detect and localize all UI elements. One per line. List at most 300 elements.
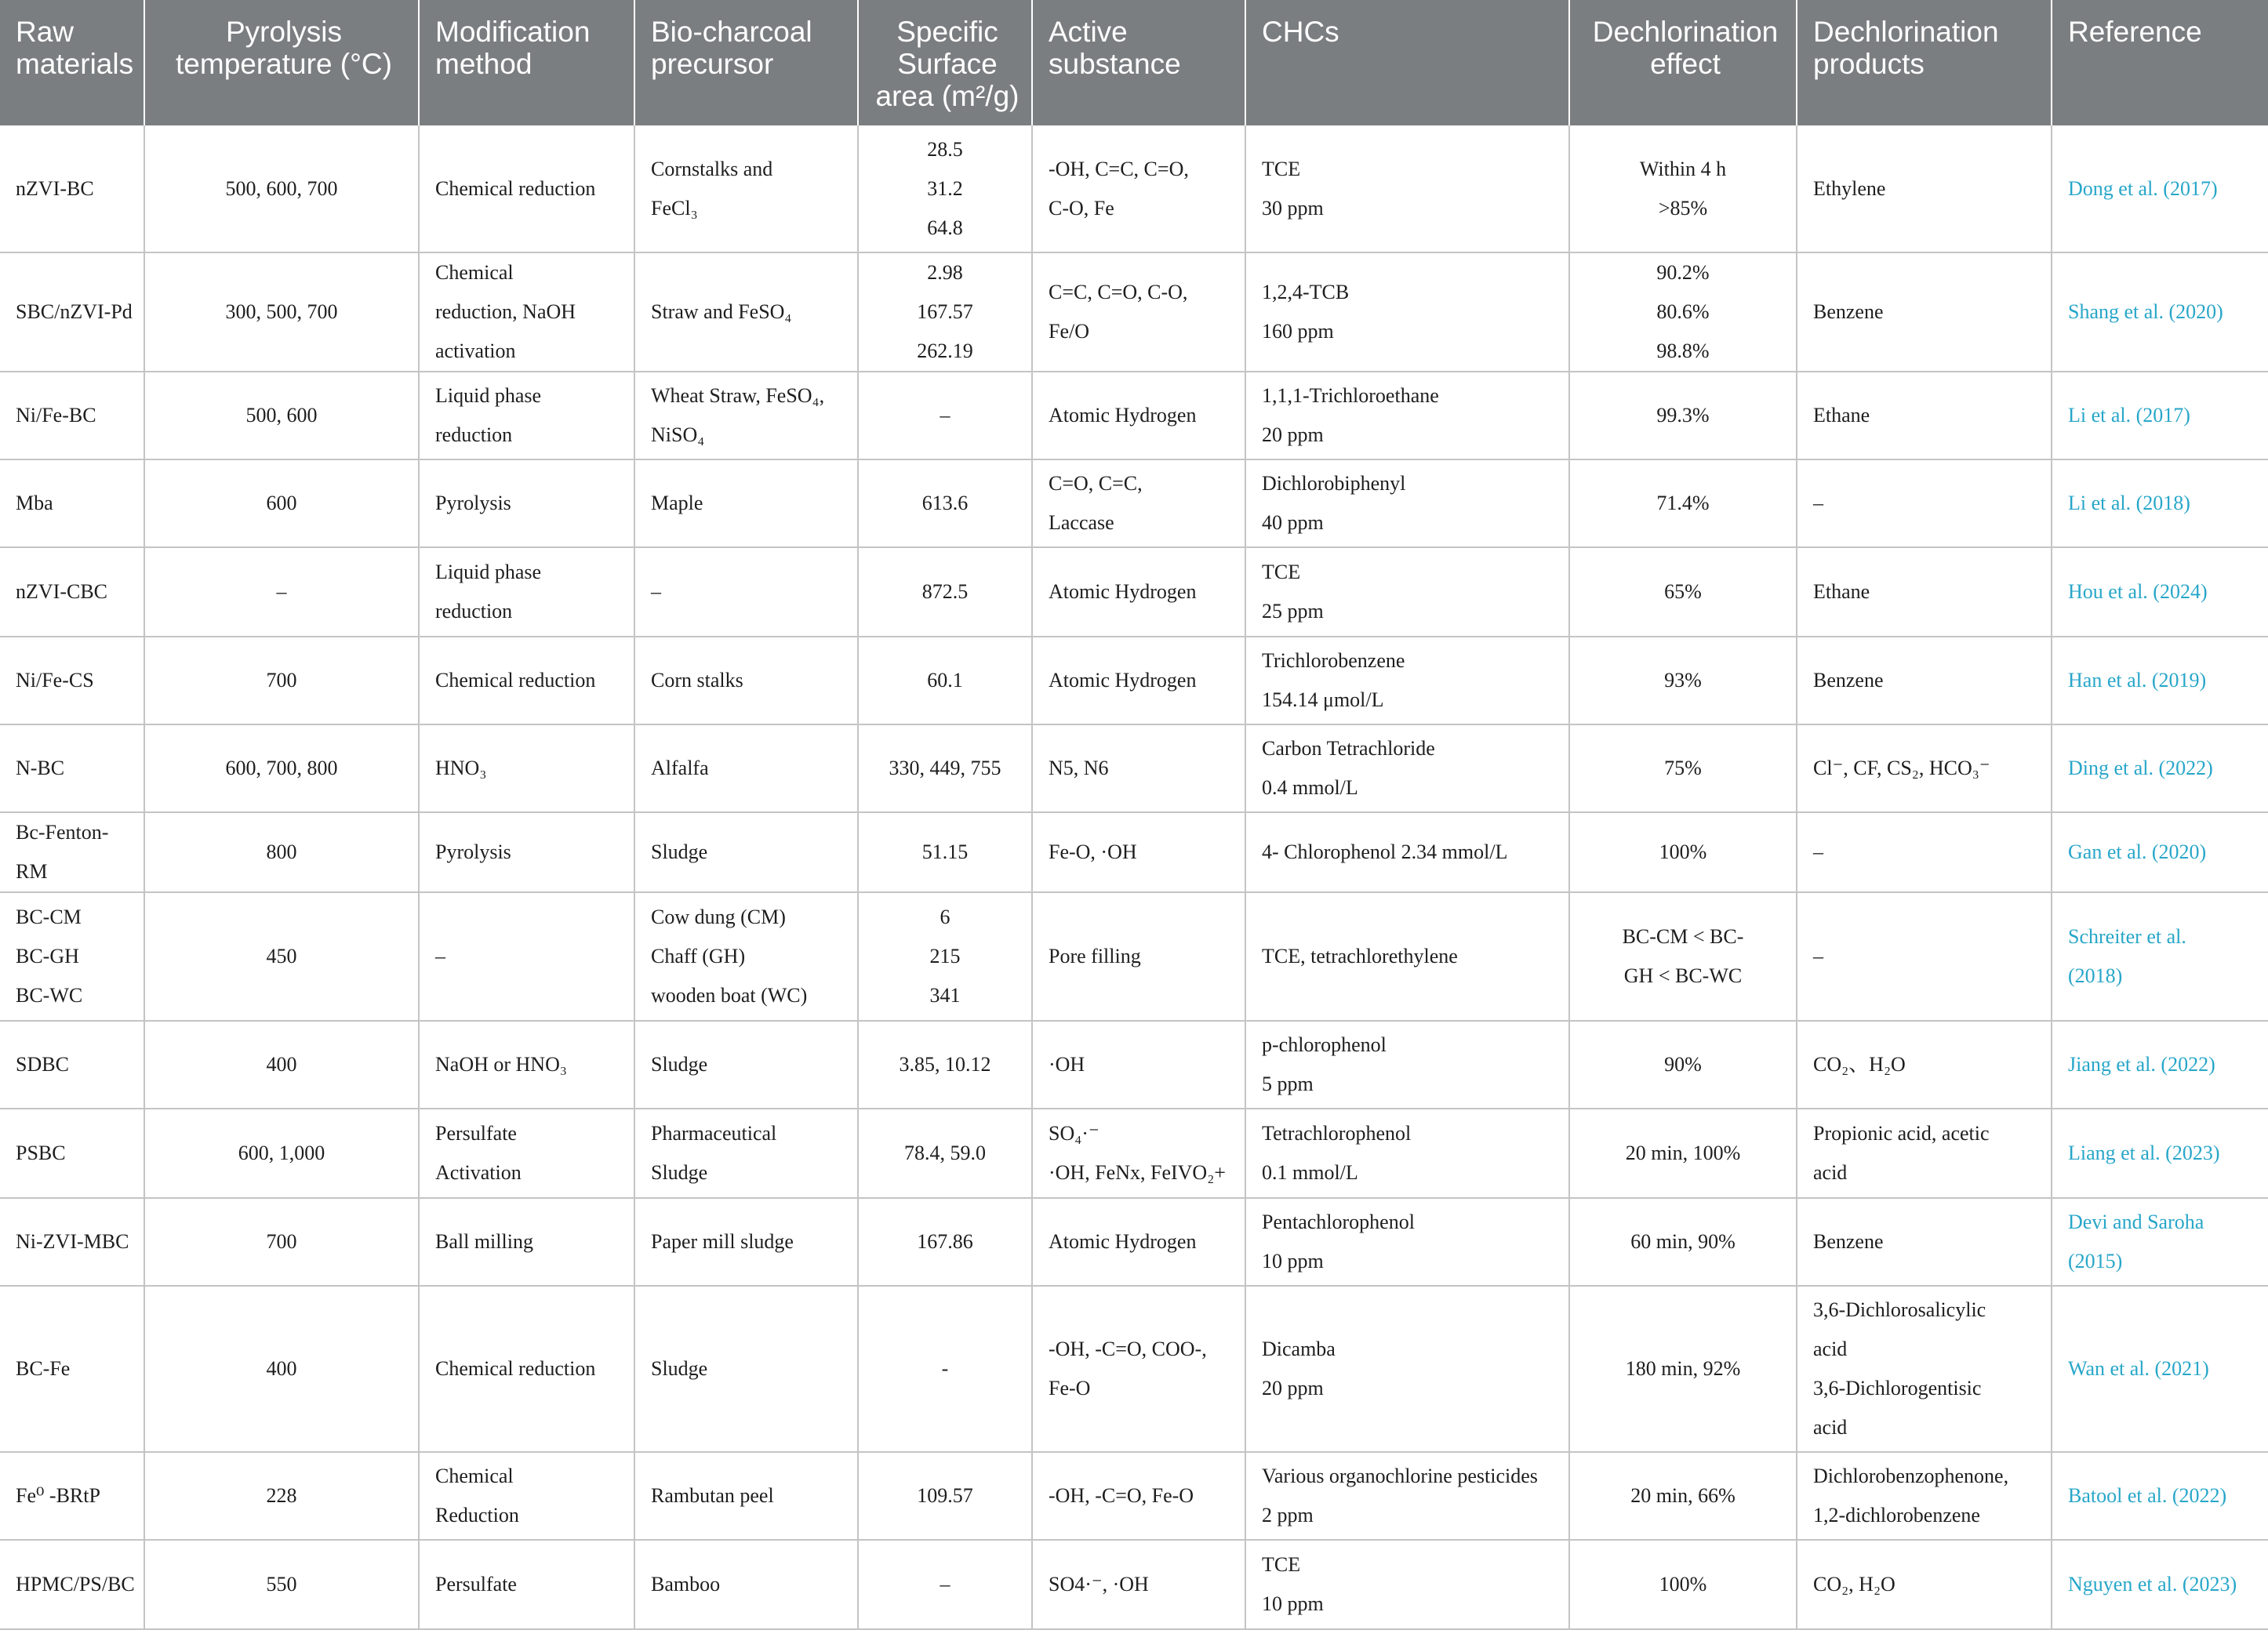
cell-surface-area: [858, 812, 1032, 892]
cell-surface-area: [858, 547, 1032, 637]
cell-line: 550: [266, 1573, 297, 1596]
cell-line: Atomic Hydrogen: [1049, 669, 1197, 692]
cell-line: 180 min, 92%: [1625, 1357, 1741, 1380]
cell-chcs: [1245, 459, 1569, 547]
cell-line: Ni/Fe-CS: [16, 669, 94, 692]
cell-raw-material: [0, 724, 144, 812]
cell-line: Pharmaceutical: [651, 1122, 777, 1145]
reference-link[interactable]: Devi and Saroha: [2068, 1211, 2204, 1233]
cell-line: Sludge: [651, 1053, 708, 1076]
cell-pyrolysis-temperature: [144, 125, 419, 252]
cell-pyrolysis-temperature: [144, 252, 419, 372]
cell-chcs: [1245, 1452, 1569, 1540]
cell-line: 167.86: [917, 1230, 973, 1253]
cell-precursor: [634, 1540, 858, 1629]
cell-chcs: [1245, 724, 1569, 812]
cell-line: 6: [940, 906, 950, 928]
cell-active-substance: [1032, 125, 1245, 252]
reference-link[interactable]: Han et al. (2019): [2068, 669, 2207, 692]
cell-line: 10 ppm: [1262, 1592, 1324, 1615]
cell-dechlorination-effect: [1569, 252, 1797, 372]
cell-pyrolysis-temperature: [144, 1109, 419, 1198]
cell-reference[interactable]: [2052, 1198, 2268, 1286]
cell-pyrolysis-temperature: [144, 459, 419, 547]
cell-line: Cornstalks and: [651, 157, 773, 180]
reference-link[interactable]: Schreiter et al.: [2068, 925, 2186, 948]
cell-precursor: [634, 1452, 858, 1540]
cell-chcs: [1245, 1021, 1569, 1109]
cell-line: Chemical: [435, 1465, 514, 1487]
cell-precursor: [634, 547, 858, 637]
cell-line: 80.6%: [1656, 300, 1710, 323]
table-row: [0, 547, 2268, 637]
cell-modification-method: [419, 1109, 634, 1198]
cell-raw-material: [0, 1452, 144, 1540]
cell-line: C=C, C=O, C-O,: [1049, 281, 1188, 303]
cell-chcs: [1245, 372, 1569, 459]
cell-line: Atomic Hydrogen: [1049, 1230, 1197, 1253]
table-row: [0, 1109, 2268, 1198]
cell-dechlorination-products: [1797, 1452, 2052, 1540]
cell-surface-area: [858, 125, 1032, 252]
table-row: [0, 1286, 2268, 1452]
cell-raw-material: [0, 1021, 144, 1109]
cell-chcs: [1245, 547, 1569, 637]
header-dechlorination-effect: Dechlorination effect: [1569, 0, 1797, 125]
cell-active-substance: [1032, 1540, 1245, 1629]
cell-line: 3,6-Dichlorogentisic: [1813, 1377, 1982, 1399]
reference-link[interactable]: Batool et al. (2022): [2068, 1484, 2227, 1507]
reference-link[interactable]: Dong et al. (2017): [2068, 176, 2218, 200]
cell-line: 300, 500, 700: [225, 300, 338, 323]
cell-dechlorination-effect: [1569, 1452, 1797, 1540]
cell-line: Sludge: [651, 1161, 708, 1184]
cell-dechlorination-products: [1797, 1540, 2052, 1629]
cell-line: 100%: [1659, 1573, 1707, 1596]
reference-link[interactable]: Nguyen et al. (2023): [2068, 1573, 2237, 1596]
cell-line: NaOH or HNO₃: [435, 1053, 567, 1076]
reference-link[interactable]: Liang et al. (2023): [2068, 1142, 2220, 1164]
cell-line: TCE: [1262, 1553, 1301, 1576]
reference-link[interactable]: (2015): [2068, 1250, 2123, 1272]
cell-pyrolysis-temperature: [144, 1452, 419, 1540]
cell-line: 5 ppm: [1262, 1073, 1314, 1095]
cell-line: -OH, -C=O, COO-,: [1049, 1338, 1207, 1360]
cell-line: SO4·⁻, ·OH: [1049, 1573, 1149, 1596]
cell-line: 1,2,4-TCB: [1262, 281, 1350, 303]
cell-reference[interactable]: [2052, 1452, 2268, 1540]
cell-line: Tetrachlorophenol: [1262, 1122, 1412, 1145]
cell-line: ·OH: [1049, 1053, 1085, 1076]
cell-line: N-BC: [16, 757, 65, 779]
cell-dechlorination-effect: [1569, 547, 1797, 637]
cell-line: Alfalfa: [651, 757, 709, 779]
cell-modification-method: [419, 252, 634, 372]
cell-line: Within 4 h: [1639, 157, 1727, 180]
cell-line: Pyrolysis: [435, 492, 511, 514]
cell-active-substance: [1032, 252, 1245, 372]
cell-line: Paper mill sludge: [651, 1230, 794, 1253]
cell-precursor: [634, 459, 858, 547]
cell-line: 10 ppm: [1262, 1250, 1324, 1272]
cell-dechlorination-effect: [1569, 724, 1797, 812]
cell-line: Maple: [651, 492, 703, 514]
cell-line: reduction: [435, 600, 513, 623]
cell-active-substance: [1032, 372, 1245, 459]
cell-line: acid: [1813, 1338, 1848, 1360]
cell-modification-method: [419, 637, 634, 724]
cell-modification-method: [419, 459, 634, 547]
cell-line: 613.6: [921, 492, 969, 514]
cell-line: 75%: [1664, 757, 1702, 779]
cell-line: Chemical reduction: [435, 176, 596, 200]
cell-modification-method: [419, 1286, 634, 1452]
cell-line: 30 ppm: [1262, 196, 1324, 220]
cell-precursor: [634, 892, 858, 1021]
cell-dechlorination-effect: [1569, 1021, 1797, 1109]
cell-line: Dicamba: [1262, 1338, 1336, 1360]
cell-line: 400: [266, 1357, 297, 1380]
cell-precursor: [634, 1021, 858, 1109]
cell-active-substance: [1032, 1286, 1245, 1452]
table-row: [0, 1452, 2268, 1540]
cell-chcs: [1245, 812, 1569, 892]
cell-line: –: [1813, 840, 1823, 863]
cell-line: 60.1: [927, 669, 963, 692]
cell-line: –: [1813, 492, 1823, 514]
cell-line: SBC/nZVI-Pd: [16, 300, 133, 323]
cell-line: Chemical reduction: [435, 669, 596, 692]
cell-reference[interactable]: [2052, 892, 2268, 1021]
cell-pyrolysis-temperature: [144, 812, 419, 892]
cell-line: Bc-Fenton-RM: [16, 821, 109, 883]
cell-line: Sludge: [651, 840, 708, 863]
cell-line: 1,1,1-Trichloroethane: [1262, 384, 1439, 407]
cell-dechlorination-effect: [1569, 1198, 1797, 1286]
cell-precursor: [634, 125, 858, 252]
cell-pyrolysis-temperature: [144, 637, 419, 724]
cell-chcs: [1245, 1540, 1569, 1629]
cell-chcs: [1245, 125, 1569, 252]
cell-raw-material: [0, 1109, 144, 1198]
cell-line: 3.85, 10.12: [899, 1053, 991, 1076]
cell-line: GH < BC-WC: [1623, 964, 1743, 987]
cell-line: p-chlorophenol: [1262, 1033, 1387, 1056]
table-row: [0, 1198, 2268, 1286]
cell-reference[interactable]: [2052, 1540, 2268, 1629]
cell-surface-area: [858, 1540, 1032, 1629]
cell-raw-material: [0, 1286, 144, 1452]
cell-precursor: [634, 724, 858, 812]
cell-line: reduction, NaOH: [435, 300, 576, 323]
cell-line: 20 ppm: [1262, 423, 1324, 446]
cell-line: Cl⁻, CF, CS₂, HCO₃⁻: [1813, 757, 1990, 779]
cell-active-substance: [1032, 724, 1245, 812]
cell-line: -OH, C=C, C=O,: [1049, 157, 1189, 180]
cell-line: nZVI-BC: [16, 176, 94, 200]
cell-line: CO₂、H₂O: [1813, 1053, 1906, 1076]
cell-raw-material: [0, 892, 144, 1021]
table-row: [0, 724, 2268, 812]
cell-line: Ni-ZVI-MBC: [16, 1230, 129, 1253]
cell-modification-method: [419, 1452, 634, 1540]
cell-line: Pyrolysis: [435, 840, 511, 863]
cell-line: 28.5: [927, 137, 963, 161]
cell-line: Dichlorobiphenyl: [1262, 472, 1406, 495]
cell-modification-method: [419, 1021, 634, 1109]
cell-line: BC-CM: [16, 906, 82, 928]
table-row: [0, 637, 2268, 724]
cell-line: 450: [266, 945, 297, 967]
cell-dechlorination-products: [1797, 1286, 2052, 1452]
cell-line: 20 ppm: [1262, 1377, 1324, 1399]
cell-line: 71.4%: [1656, 492, 1710, 514]
cell-line: 93%: [1664, 669, 1702, 692]
cell-line: 500, 600, 700: [225, 176, 338, 200]
cell-line: Chemical: [435, 261, 514, 284]
cell-line: activation: [435, 339, 516, 362]
cell-pyrolysis-temperature: [144, 1540, 419, 1629]
cell-line: Ni/Fe-BC: [16, 404, 96, 427]
table-row: [0, 1021, 2268, 1109]
cell-line: BC-GH: [16, 945, 79, 967]
cell-line: PSBC: [16, 1142, 66, 1164]
cell-surface-area: [858, 252, 1032, 372]
cell-raw-material: [0, 459, 144, 547]
cell-reference[interactable]: [2052, 637, 2268, 724]
cell-line: 2.98: [927, 261, 963, 284]
cell-line: 1,2-dichlorobenzene: [1813, 1504, 1980, 1527]
reference-link[interactable]: Wan et al. (2021): [2068, 1357, 2209, 1380]
cell-line: >85%: [1658, 196, 1708, 220]
cell-raw-material: [0, 252, 144, 372]
cell-dechlorination-effect: [1569, 372, 1797, 459]
cell-line: –: [651, 580, 661, 603]
cell-line: BC-WC: [16, 984, 83, 1007]
cell-chcs: [1245, 1198, 1569, 1286]
cell-line: Pentachlorophenol: [1262, 1211, 1415, 1233]
cell-line: Pore filling: [1049, 945, 1141, 967]
cell-line: Benzene: [1813, 669, 1884, 692]
reference-link[interactable]: Jiang et al. (2022): [2068, 1053, 2215, 1076]
cell-line: 341: [929, 984, 961, 1007]
reference-link[interactable]: Shang et al. (2020): [2068, 300, 2223, 323]
cell-pyrolysis-temperature: [144, 724, 419, 812]
cell-dechlorination-products: [1797, 125, 2052, 252]
cell-dechlorination-effect: [1569, 1286, 1797, 1452]
cell-line: 25 ppm: [1262, 600, 1324, 623]
cell-line: TCE: [1262, 157, 1301, 180]
cell-line: ·OH, FeNx, FeIVO₂+: [1049, 1161, 1226, 1184]
cell-line: 160 ppm: [1262, 320, 1334, 343]
header-reference: Reference: [2052, 0, 2268, 125]
cell-line: 700: [266, 669, 297, 692]
cell-line: SO₄·⁻: [1049, 1122, 1099, 1145]
cell-line: Persulfate: [435, 1573, 517, 1596]
cell-line: C=O, C=C,: [1049, 472, 1143, 495]
reference-link[interactable]: Ding et al. (2022): [2068, 757, 2213, 779]
cell-line: 51.15: [921, 840, 969, 863]
cell-surface-area: [858, 1021, 1032, 1109]
cell-line: –: [435, 945, 445, 967]
cell-line: Bamboo: [651, 1573, 721, 1596]
cell-line: -OH, -C=O, Fe-O: [1049, 1484, 1194, 1507]
cell-dechlorination-products: [1797, 547, 2052, 637]
cell-line: Chaff (GH): [651, 945, 746, 967]
cell-line: 99.3%: [1656, 404, 1710, 427]
cell-line: TCE, tetrachlorethylene: [1262, 945, 1458, 967]
cell-reference[interactable]: [2052, 547, 2268, 637]
cell-modification-method: [419, 724, 634, 812]
cell-active-substance: [1032, 1452, 1245, 1540]
cell-reference[interactable]: [2052, 1021, 2268, 1109]
cell-reference[interactable]: [2052, 1286, 2268, 1452]
cell-line: Ethane: [1813, 404, 1870, 427]
cell-dechlorination-products: [1797, 812, 2052, 892]
cell-line: Fe/O: [1049, 320, 1089, 343]
header-precursor: Bio-charcoal precursor: [634, 0, 858, 125]
header-surface-area: Specific Surface area (m²/g): [858, 0, 1032, 125]
cell-surface-area: [858, 1286, 1032, 1452]
cell-line: 3,6-Dichlorosalicylic: [1813, 1298, 1986, 1321]
cell-line: Cow dung (CM): [651, 906, 786, 928]
cell-line: 98.8%: [1656, 339, 1710, 362]
cell-modification-method: [419, 812, 634, 892]
table-row: [0, 459, 2268, 547]
cell-line: NiSO₄: [651, 423, 705, 446]
cell-dechlorination-products: [1797, 459, 2052, 547]
cell-line: Atomic Hydrogen: [1049, 404, 1197, 427]
cell-line: 500, 600: [245, 404, 318, 427]
cell-line: 20 min, 100%: [1625, 1142, 1741, 1164]
cell-reference[interactable]: [2052, 125, 2268, 252]
cell-line: 64.8: [927, 216, 963, 239]
cell-reference[interactable]: [2052, 724, 2268, 812]
cell-reference[interactable]: [2052, 372, 2268, 459]
cell-line: 872.5: [921, 580, 969, 603]
cell-line: Trichlorobenzene: [1262, 649, 1405, 672]
cell-line: Laccase: [1049, 511, 1114, 534]
cell-dechlorination-products: [1797, 637, 2052, 724]
cell-active-substance: [1032, 1198, 1245, 1286]
reference-link[interactable]: Hou et al. (2024): [2068, 580, 2208, 603]
cell-line: -: [941, 1357, 949, 1380]
cell-line: 60 min, 90%: [1630, 1230, 1736, 1253]
cell-line: wooden boat (WC): [651, 984, 808, 1007]
header-pyrolysis-temperature: Pyrolysis temperature (°C): [144, 0, 419, 125]
cell-line: –: [940, 1573, 950, 1596]
cell-raw-material: [0, 637, 144, 724]
cell-line: reduction: [435, 423, 513, 446]
cell-line: Various organochlorine pesticides: [1262, 1465, 1538, 1487]
cell-line: 600, 1,000: [238, 1142, 325, 1164]
reference-link[interactable]: Li et al. (2017): [2068, 404, 2190, 427]
cell-raw-material: [0, 547, 144, 637]
cell-modification-method: [419, 125, 634, 252]
header-modification-method: Modification method: [419, 0, 634, 125]
cell-line: 40 ppm: [1262, 511, 1324, 534]
cell-reference[interactable]: [2052, 252, 2268, 372]
cell-line: Liquid phase: [435, 561, 542, 583]
cell-line: Corn stalks: [651, 669, 743, 692]
cell-line: 0.4 mmol/L: [1262, 776, 1358, 799]
cell-reference[interactable]: [2052, 812, 2268, 892]
cell-raw-material: [0, 372, 144, 459]
cell-line: CO₂, H₂O: [1813, 1573, 1895, 1596]
header-row: [0, 0, 2268, 125]
cell-line: 90%: [1664, 1053, 1702, 1076]
cell-line: BC-Fe: [16, 1357, 71, 1380]
cell-line: acid: [1813, 1416, 1848, 1439]
cell-line: TCE: [1262, 561, 1301, 583]
cell-line: Rambutan peel: [651, 1484, 774, 1507]
cell-line: 109.57: [917, 1484, 973, 1507]
cell-surface-area: [858, 372, 1032, 459]
cell-line: Reduction: [435, 1504, 519, 1527]
table-row: [0, 372, 2268, 459]
cell-surface-area: [858, 1109, 1032, 1198]
cell-line: 800: [266, 840, 297, 863]
cell-pyrolysis-temperature: [144, 1021, 419, 1109]
cell-line: Carbon Tetrachloride: [1262, 737, 1435, 760]
cell-pyrolysis-temperature: [144, 1198, 419, 1286]
cell-raw-material: [0, 125, 144, 252]
cell-dechlorination-products: [1797, 1109, 2052, 1198]
cell-pyrolysis-temperature: [144, 372, 419, 459]
cell-line: Activation: [435, 1161, 522, 1184]
cell-chcs: [1245, 252, 1569, 372]
cell-modification-method: [419, 1198, 634, 1286]
cell-line: Straw and FeSO₄: [651, 300, 792, 323]
cell-chcs: [1245, 1286, 1569, 1452]
cell-line: SDBC: [16, 1053, 69, 1076]
cell-modification-method: [419, 892, 634, 1021]
header-raw-materials: Raw materials: [0, 0, 144, 125]
cell-line: Chemical reduction: [435, 1357, 596, 1380]
cell-reference[interactable]: [2052, 459, 2268, 547]
table-row: [0, 892, 2268, 1021]
cell-line: Benzene: [1813, 1230, 1884, 1253]
cell-line: 330, 449, 755: [889, 757, 1001, 779]
reference-link[interactable]: Gan et al. (2020): [2068, 840, 2207, 863]
cell-modification-method: [419, 1540, 634, 1629]
cell-line: Atomic Hydrogen: [1049, 580, 1197, 603]
cell-active-substance: [1032, 1021, 1245, 1109]
reference-link[interactable]: Li et al. (2018): [2068, 492, 2190, 514]
cell-line: –: [276, 580, 287, 603]
cell-precursor: [634, 372, 858, 459]
cell-line: Ethane: [1813, 580, 1870, 603]
cell-line: 228: [266, 1484, 297, 1507]
table-row: [0, 812, 2268, 892]
cell-line: 600: [266, 492, 297, 514]
cell-line: N5, N6: [1049, 757, 1109, 779]
cell-raw-material: [0, 812, 144, 892]
cell-raw-material: [0, 1198, 144, 1286]
cell-active-substance: [1032, 547, 1245, 637]
cell-chcs: [1245, 637, 1569, 724]
reference-link[interactable]: (2018): [2068, 964, 2123, 987]
cell-dechlorination-products: [1797, 252, 2052, 372]
table-row: [0, 1540, 2268, 1629]
cell-line: –: [1813, 945, 1823, 967]
cell-reference[interactable]: [2052, 1109, 2268, 1198]
cell-line: Dichlorobenzophenone,: [1813, 1465, 2009, 1487]
header-dechlorination-products: Dechlorination products: [1797, 0, 2052, 125]
cell-line: Fe⁰ -BRtP: [16, 1484, 100, 1507]
cell-active-substance: [1032, 1109, 1245, 1198]
cell-dechlorination-products: [1797, 724, 2052, 812]
